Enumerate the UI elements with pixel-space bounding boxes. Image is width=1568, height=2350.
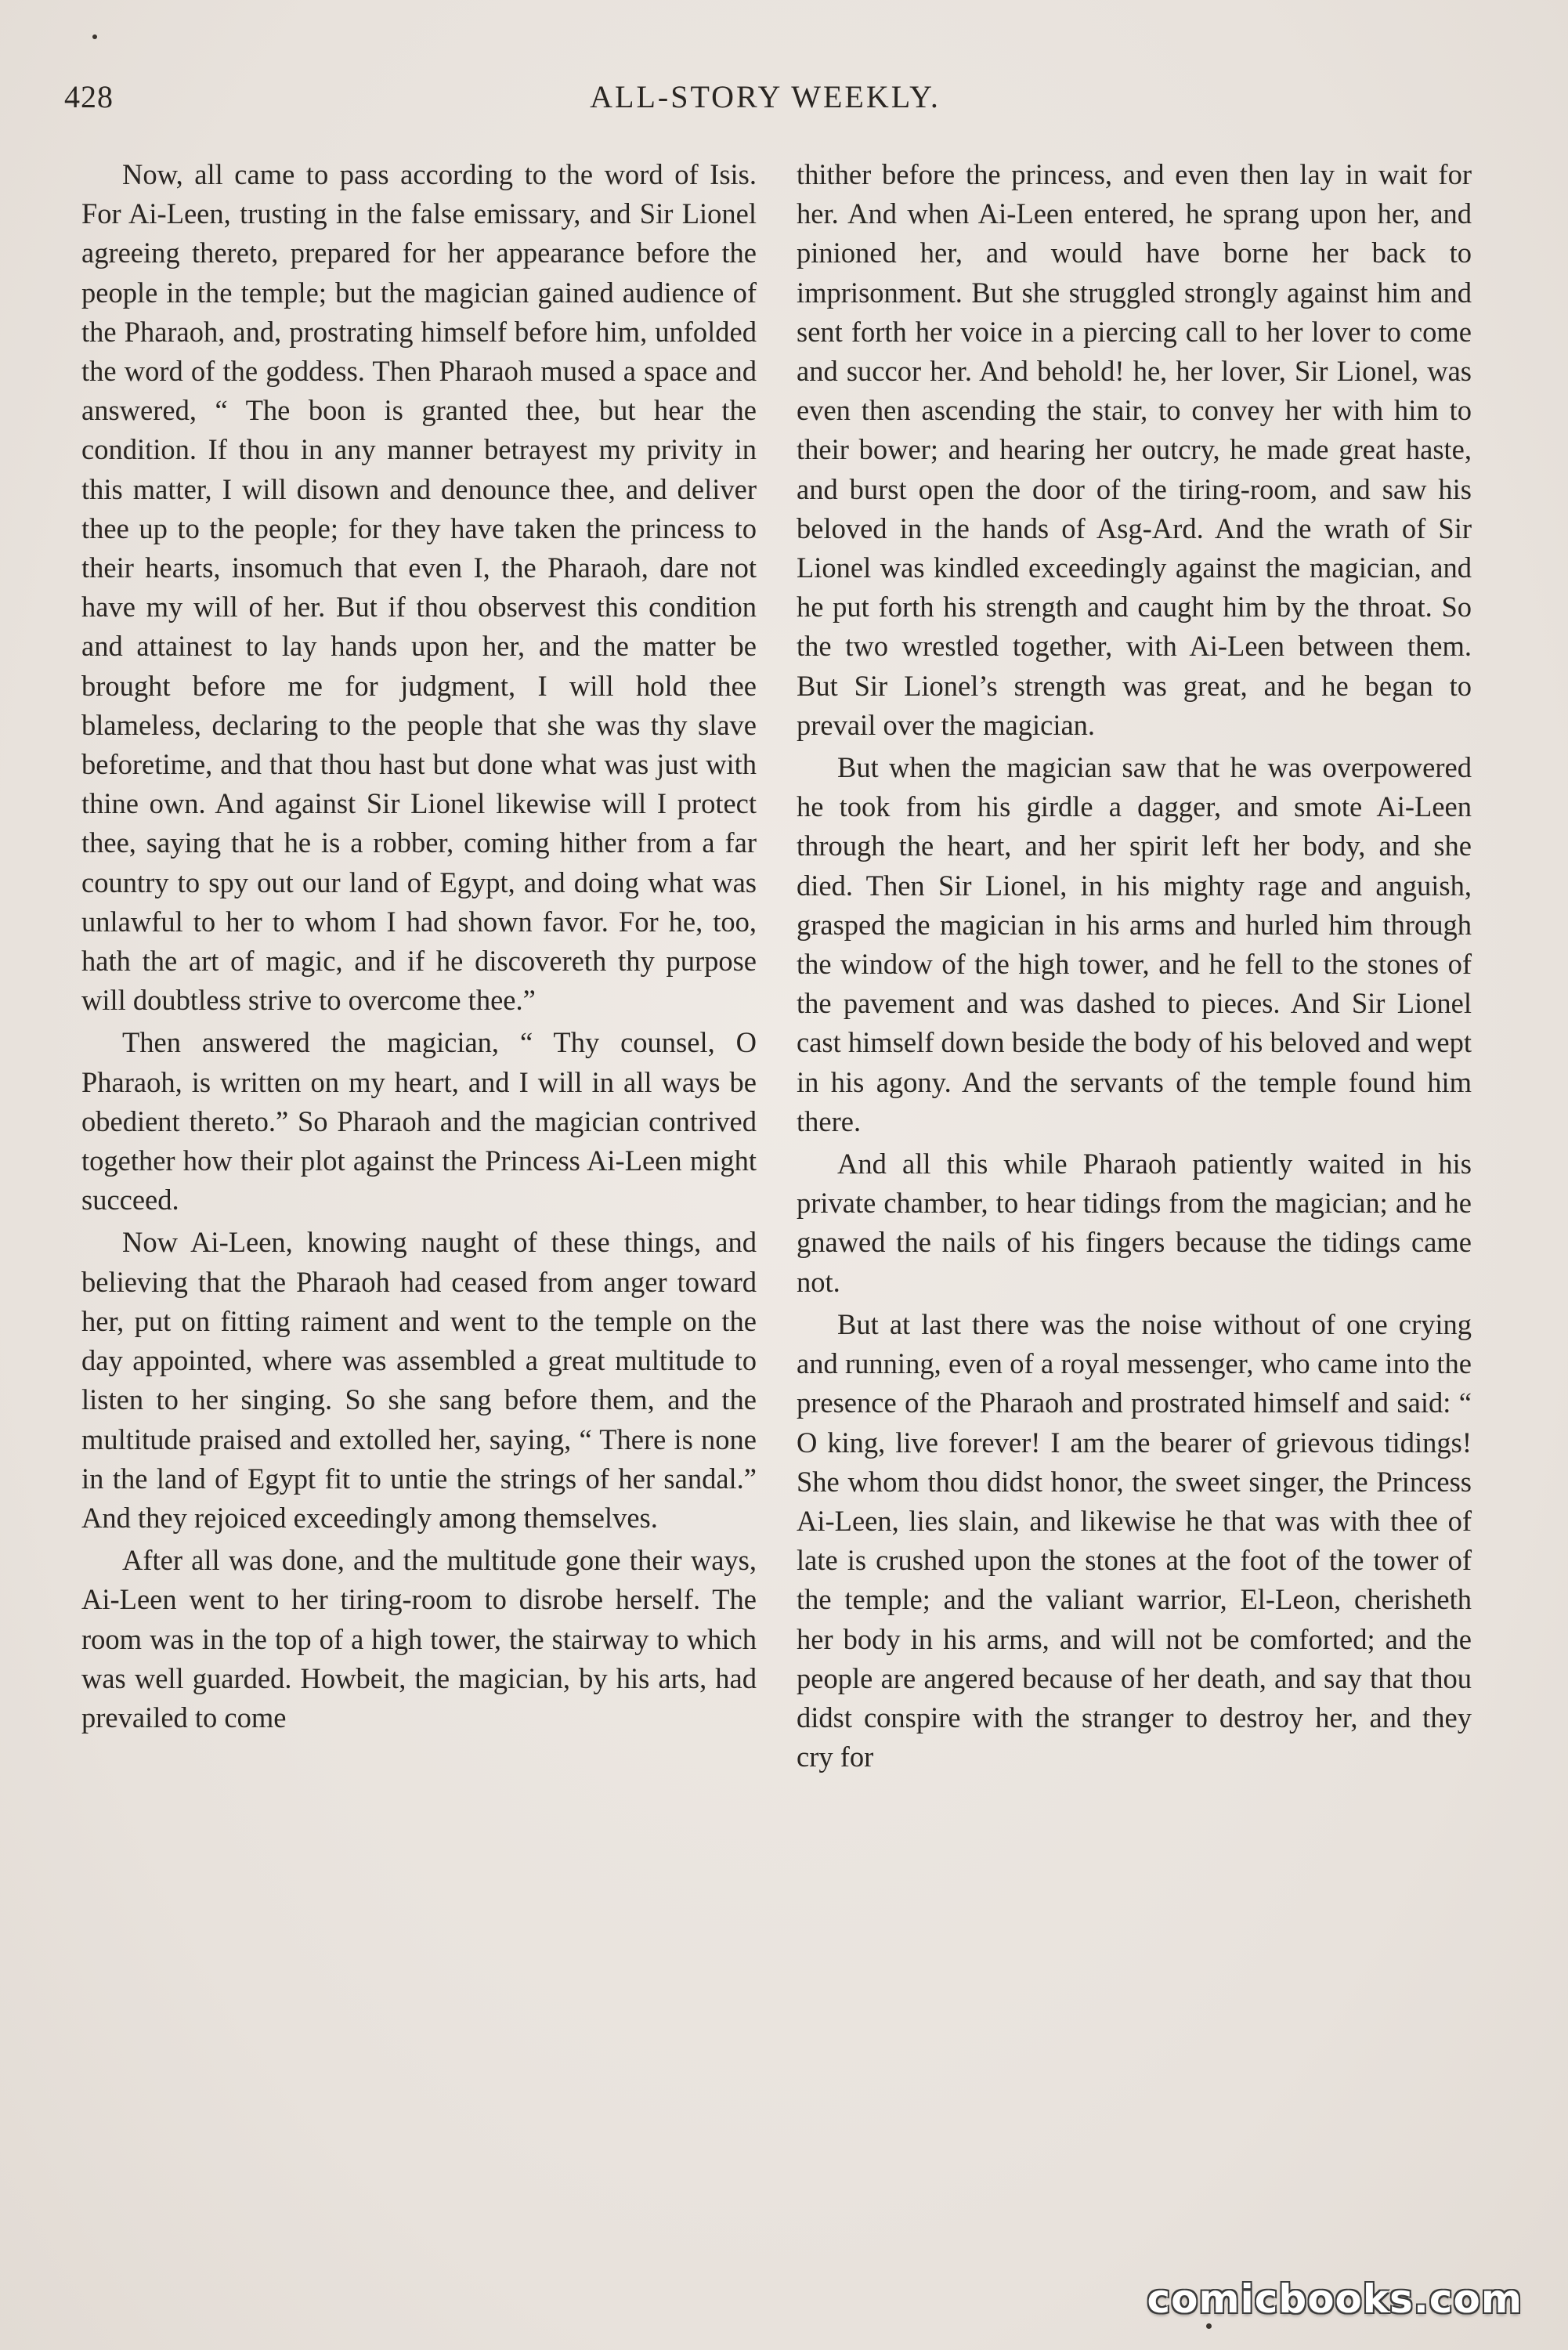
print-speck bbox=[1206, 2323, 1212, 2329]
paragraph: Now, all came to pass according to the word of Isis. For Ai-Leen, trusting in the false emissary, and Sir Lionel agreeing thereto, prepared for her appearance before the people in the temple; but the magician gained audience of the Pharaoh, and, prostrating himself before him, unfolded the word of the goddess. Then Pharaoh mused a space and answered, “ The boon is granted thee, but hear the condition. If thou in any manner betrayest my privity in this matter, I will disown and denounce thee, and deliver thee up to the people; for they have taken the princess to their hearts, insomuch that even I, the Pharaoh, dare not have my will of her. But if thou observest this condition and attainest to lay hands upon her, and the matter be brought before me for judgment, I will hold thee blameless, declaring to the people that she was thy slave beforetime, and that thou hast but done what was just with thine own. And against Sir Lionel likewise will I protect thee, saying that he is a robber, coming hither from a far country to spy out our land of Egypt, and doing what was unlawful to her to whom I had shown favor. For he, too, hath the art of magic, and if he discovereth thy purpose will doubtless strive to overcome thee.” bbox=[81, 158, 757, 1017]
left-column bbox=[81, 155, 757, 2254]
running-title: ALL-STORY WEEKLY. bbox=[590, 79, 941, 114]
paragraph: Then answered the magician, “ Thy counsel, O Pharaoh, is written on my heart, and I will in all ways be obedient thereto.” So Pharaoh and the magician contrived together how their plot against the Princess Ai-Leen might succeed. bbox=[81, 1026, 757, 1217]
paragraph: But at last there was the noise without of one crying and running, even of a royal messenger, who came into the presence of the Pharaoh and prostrated himself and said: “ O king, live forever! I am the bearer of grievous tidings! She whom thou didst honor, the sweet singer, the Princess Ai-Leen, lies slain, and likewise he that was with thee of late is crushed upon the stones at the foot of the tower of the temple; and the valiant warrior, El-Leon, cherisheth her body in his arms, and will not be comforted; and the people are angered because of her death, and say that thou didst conspire with the stranger to destroy her, and they cry for bbox=[797, 1307, 1472, 1773]
paragraph: After all was done, and the multitude gone their ways, Ai-Leen went to her tiring-room to disrobe herself. The room was in the top of a high tower, the stairway to which was well guarded. Howbeit, the magician, by his arts, had prevailed to come bbox=[81, 1544, 757, 1734]
print-speck bbox=[92, 34, 97, 39]
paragraph: thither before the princess, and even then lay in wait for her. And when Ai-Leen entered, he sprang upon her, and pinioned her, and would have borne her back to imprisonment. But she struggled strongly against him and sent forth her voice in a piercing call to her lover to come and succor her. And behold! he, her lover, Sir Lionel, was even then ascending the stair, to convey her with him to their bower; and hearing her outcry, he made great haste, and burst open the door of the tiring-room, and saw his beloved in the hands of Asg-Ard. And the wrath of Sir Lionel was kindled exceedingly against the magician, and he put forth his strength and caught him by the throat. So the two wrestled together, with Ai-Leen between them. But Sir Lionel’s strength was great, and he began to prevail over the magician. bbox=[797, 158, 1472, 741]
paragraph: Now Ai-Leen, knowing naught of these things, and believing that the Pharaoh had ceased from anger toward her, put on fitting raiment and went to the temple on the day appointed, where was assembled a great multitude to listen to her singing. So she sang before them, and the multitude praised and extolled her, saying, “ There is none in the land of Egypt fit to untie the strings of her sandal.” And they rejoiced exceedingly among themselves. bbox=[81, 1226, 757, 1534]
page-number: 428 bbox=[64, 79, 114, 114]
page-header bbox=[64, 78, 1466, 133]
watermark: comicbooks.com bbox=[1147, 2276, 1523, 2322]
paragraph: And all this while Pharaoh patiently waited in his private chamber, to hear tidings from the magician; and he gnawed the nails of his fingers because the tidings came not. bbox=[797, 1148, 1472, 1298]
right-column bbox=[797, 155, 1472, 2254]
paragraph: But when the magician saw that he was overpowered he took from his girdle a dagger, and smote Ai-Leen through the heart, and her spirit left her body, and she died. Then Sir Lionel, in his mighty rage and anguish, grasped the magician in his arms and hurled him through the window of the high tower, and he fell to the stones of the pavement and was dashed to pieces. And Sir Lionel cast himself down beside the body of his beloved and wept in his agony. And the servants of the temple found him there. bbox=[797, 751, 1472, 1137]
